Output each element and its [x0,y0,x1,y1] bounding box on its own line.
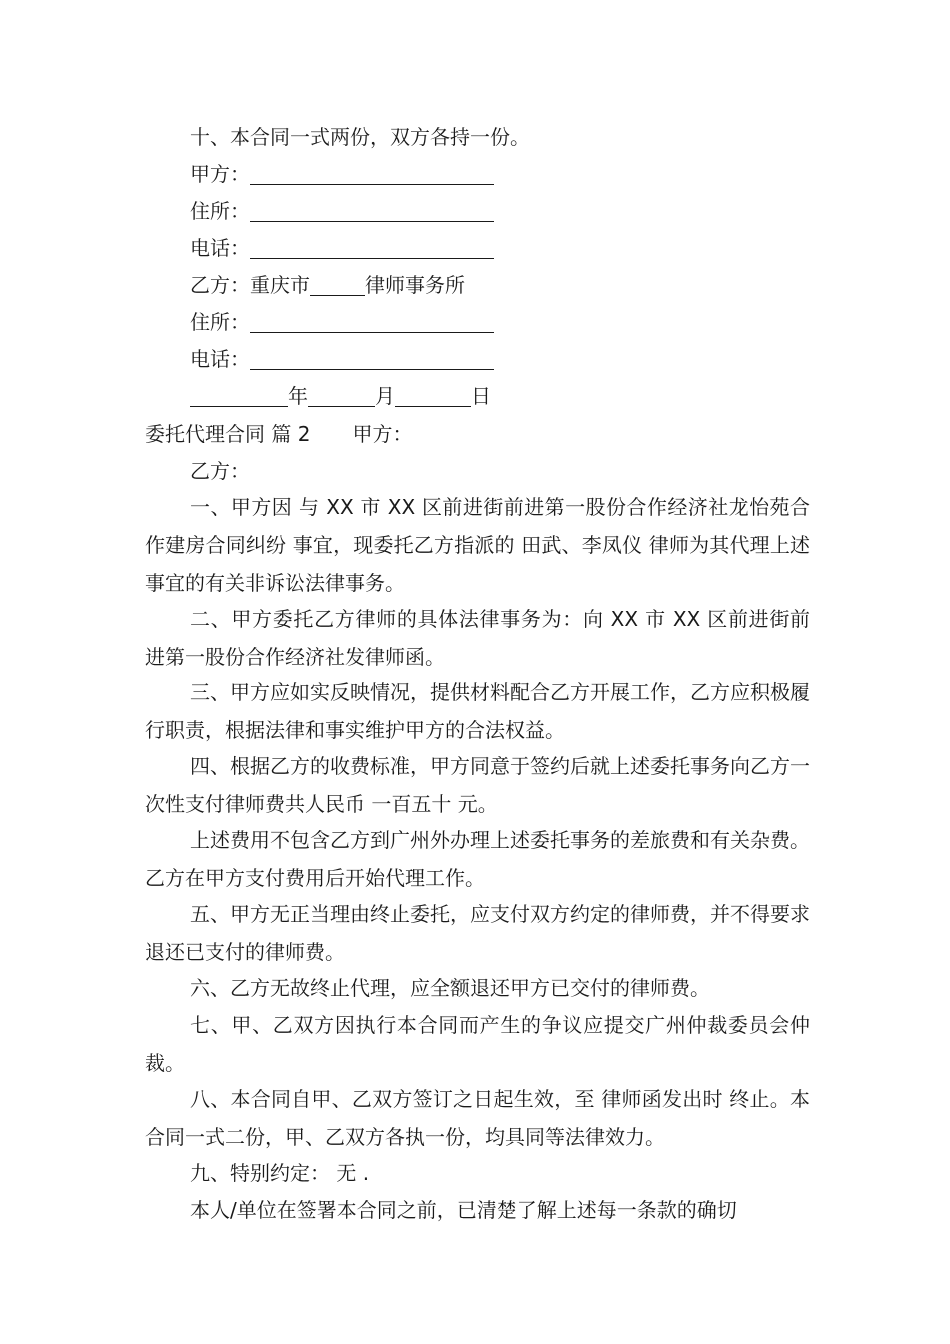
party-a-blank [250,160,494,185]
phone-line-1 [190,229,810,267]
clause-2: 二、甲方委托乙方律师的具体法律事务为：向 XX 市 XX 区前进街前进第一股份合作经济社发律师函。 [145,607,810,669]
address-blank-2 [250,308,494,333]
month-blank [308,382,375,407]
phone-line-2 [190,340,810,378]
clause-6: 六、乙方无故终止代理，应全额退还甲方已交付的律师费。 [190,976,710,1000]
clause-10-start: 本人/单位在签署本合同之前，已清楚了解上述每一条款的确切 [190,1198,737,1222]
contract-2-heading [145,415,810,453]
party-b-blank [310,271,365,296]
clause-10-line [190,118,810,156]
contract-2-title: 委托代理合同 篇 2 [145,422,311,446]
clause-4b: 上述费用不包含乙方到广州外办理上述委托事务的差旅费和有关杂费。乙方在甲方支付费用后开始代理工作。 [145,828,810,890]
address-blank-1 [250,197,494,222]
party-a-label: 甲方： [190,162,250,186]
day-blank [395,382,471,407]
address-label-2: 住所： [190,310,250,334]
clause-7: 七、甲、乙双方因执行本合同而产生的争议应提交广州仲裁委员会仲裁。 [145,1013,810,1075]
address-label-1: 住所： [190,199,250,223]
address-line-2 [190,303,810,341]
party-b-suffix: 律师事务所 [365,273,465,297]
clause-5: 五、甲方无正当理由终止委托，应支付双方约定的律师费，并不得要求退还已支付的律师费。 [145,902,810,964]
date-month-label: 月 [375,384,395,408]
clause-9: 九、特别约定： 无 . [190,1161,370,1185]
phone-label-1: 电话： [190,236,250,260]
phone-blank-2 [250,345,494,370]
phone-label-2: 电话： [190,347,250,371]
phone-blank-1 [250,234,494,259]
year-blank [190,382,288,407]
party-a-line [190,155,810,193]
party-b-prefix: 乙方：重庆市 [190,273,310,297]
date-day-label: 日 [471,384,491,408]
clause-8: 八、本合同自甲、乙双方签订之日起生效，至 律师函发出时 终止。本合同一式二份，甲、乙双方各执一份，均具同等法律效力。 [145,1087,810,1149]
clause-4: 四、根据乙方的收费标准，甲方同意于签约后就上述委托事务向乙方一次性支付律师费共人民币 一百五十 元。 [145,754,810,816]
date-line [190,377,810,415]
address-line-1 [190,192,810,230]
contract-2-party-a: 甲方： [352,422,413,446]
contract-2-party-b-line [190,452,810,490]
party-b-line [190,266,810,304]
clause-10-text: 十、本合同一式两份，双方各持一份。 [190,125,530,149]
clause-1: 一、甲方因 与 XX 市 XX 区前进街前进第一股份合作经济社龙怡苑合作建房合同纠纷 事宜，现委托乙方指派的 田武、李凤仪 律师为其代理上述事宜的有关非诉讼法律事务。 [145,495,810,595]
date-year-label: 年 [288,384,308,408]
clause-3: 三、甲方应如实反映情况，提供材料配合乙方开展工作，乙方应积极履行职责，根据法律和事实维护甲方的合法权益。 [145,680,810,742]
contract-2-party-b: 乙方： [190,459,250,483]
